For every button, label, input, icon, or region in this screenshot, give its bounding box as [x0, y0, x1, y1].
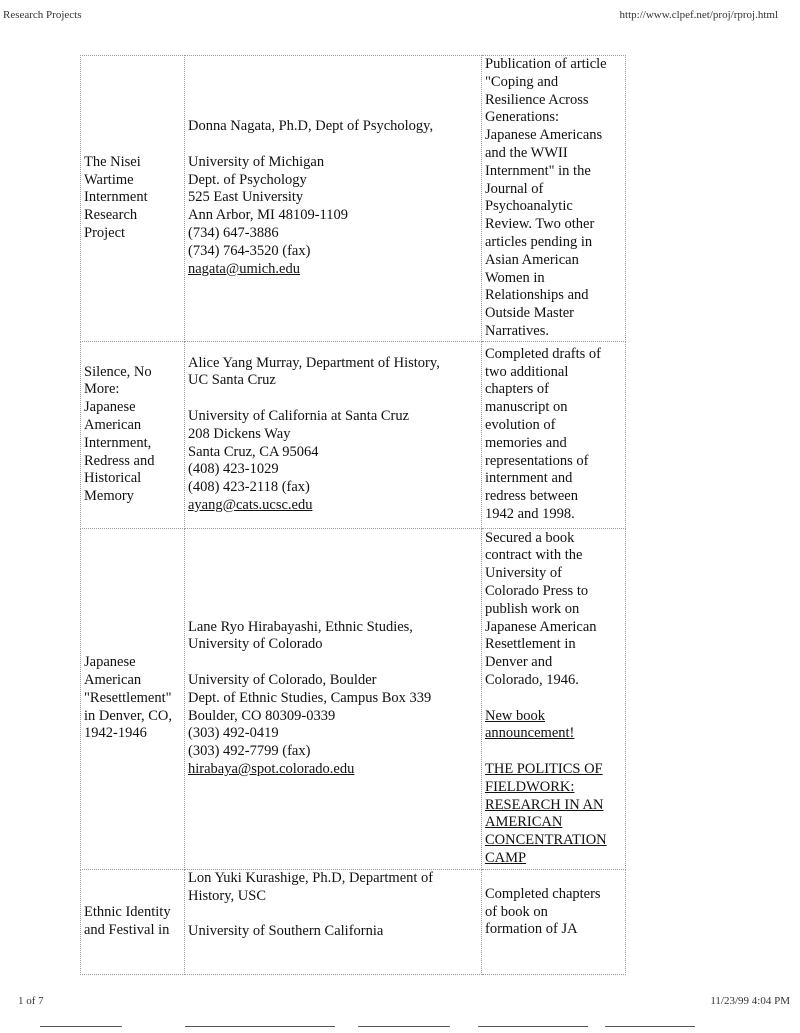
project-title-line: Research: [84, 207, 138, 224]
status-line: Secured a book: [485, 529, 575, 546]
status-line: Journal of: [485, 180, 544, 197]
contact-person: Donna Nagata, Ph.D, Dept of Psychology,: [188, 118, 434, 135]
project-title-line: in Denver, CO,: [84, 707, 173, 724]
project-title-line: Wartime: [84, 171, 134, 188]
contact-address-line: University of Southern California: [188, 923, 384, 940]
politics-of-fieldwork-link[interactable]: CONCENTRATION: [485, 832, 607, 849]
status-line: "Coping and: [485, 73, 559, 90]
project-title-line: Historical: [84, 470, 142, 487]
status-cell: [482, 528, 626, 869]
politics-of-fieldwork-link[interactable]: THE POLITICS OF: [485, 761, 603, 778]
project-title-cell: [81, 341, 185, 528]
contact-address-line: University of California at Santa Cruz: [188, 408, 410, 425]
project-title-line: 1942-1946: [84, 725, 147, 742]
table-row: [81, 528, 626, 869]
status-line: redress between: [485, 488, 578, 505]
page-bottom-rule: [0, 1026, 800, 1028]
status-cell: [482, 341, 626, 528]
page-header-title: Research Projects: [3, 9, 82, 21]
contact-fax: (303) 492-7799 (fax): [188, 743, 311, 760]
contact-phone: (303) 492-0419: [188, 725, 279, 742]
status-line: Outside Master: [485, 305, 574, 322]
page-number: 1 of 7: [18, 995, 44, 1007]
politics-of-fieldwork-link[interactable]: AMERICAN: [485, 814, 563, 831]
contact-cell: [185, 869, 482, 974]
contact-person: Lane Ryo Hirabayashi, Ethnic Studies,: [188, 618, 413, 635]
contact-fax: (408) 423-2118 (fax): [188, 479, 310, 496]
project-title-line: Internment,: [84, 434, 152, 451]
print-timestamp: 11/23/99 4:04 PM: [710, 995, 790, 1007]
table-row: [81, 869, 626, 974]
table-row: [81, 56, 626, 342]
status-line: Resettlement in: [485, 636, 576, 653]
contact-fax: (734) 764-3520 (fax): [188, 242, 311, 259]
project-title-line: American: [84, 416, 142, 433]
project-title-line: More:: [84, 381, 120, 398]
status-line: Japanese American: [485, 618, 597, 635]
status-line: Publication of article: [485, 56, 607, 72]
contact-cell: [185, 56, 482, 342]
status-line: manuscript on: [485, 399, 568, 416]
status-line: Asian American: [485, 251, 579, 268]
project-title-line: "Resettlement": [84, 689, 172, 706]
contact-cell: [185, 341, 482, 528]
table-row: [81, 341, 626, 528]
project-title-line: Silence, No: [84, 363, 152, 380]
contact-phone: (734) 647-3886: [188, 225, 279, 242]
status-line: 1942 and 1998.: [485, 505, 575, 522]
politics-of-fieldwork-link[interactable]: RESEARCH IN AN: [485, 796, 604, 813]
book-announcement-link[interactable]: New book: [485, 707, 546, 724]
status-line: Colorado, 1946.: [485, 672, 579, 689]
contact-address-line: Ann Arbor, MI 48109-1109: [188, 207, 348, 224]
status-line: contract with the: [485, 547, 583, 564]
contact-person: University of Colorado: [188, 636, 323, 653]
contact-person: UC Santa Cruz: [188, 372, 276, 389]
contact-email-link[interactable]: hirabaya@spot.colorado.edu: [188, 761, 355, 778]
status-line: Review. Two other: [485, 216, 595, 233]
contact-phone: (408) 423-1029: [188, 461, 279, 478]
status-line: Japanese Americans: [485, 127, 603, 144]
book-announcement-link[interactable]: announcement!: [485, 725, 575, 742]
status-line: Colorado Press to: [485, 583, 589, 600]
project-title-line: The Nisei: [84, 153, 141, 170]
contact-person: Alice Yang Murray, Department of History,: [188, 354, 440, 371]
contact-address-line: Dept. of Psychology: [188, 171, 307, 188]
contact-cell: [185, 528, 482, 869]
status-line: publish work on: [485, 600, 580, 617]
contact-address-line: University of Colorado, Boulder: [188, 672, 377, 689]
status-cell: [482, 869, 626, 974]
status-line: of book on: [485, 903, 548, 920]
status-line: representations of: [485, 452, 589, 469]
project-title-line: Project: [84, 225, 126, 242]
contact-address-line: Dept. of Ethnic Studies, Campus Box 339: [188, 689, 432, 706]
status-line: Resilience Across: [485, 91, 589, 108]
status-line: Narratives.: [485, 322, 550, 339]
contact-person: Lon Yuki Kurashige, Ph.D, Department of: [188, 869, 434, 886]
contact-person: History, USC: [188, 887, 267, 904]
status-line: Completed drafts of: [485, 345, 601, 362]
politics-of-fieldwork-link[interactable]: FIELDWORK:: [485, 778, 575, 795]
project-title-line: Japanese: [84, 654, 136, 671]
status-line: Internment" in the: [485, 162, 591, 179]
status-line: evolution of: [485, 416, 556, 433]
status-line: two additional: [485, 363, 569, 380]
project-title-line: Internment: [84, 189, 148, 206]
status-line: and the WWII: [485, 144, 568, 161]
project-title-line: Memory: [84, 488, 134, 505]
contact-email-link[interactable]: ayang@cats.ucsc.edu: [188, 497, 313, 514]
status-line: articles pending in: [485, 233, 593, 250]
contact-address-line: University of Michigan: [188, 153, 325, 170]
status-line: University of: [485, 565, 562, 582]
contact-address-line: 208 Dickens Way: [188, 425, 291, 442]
status-cell: [482, 56, 626, 342]
contact-address-line: Boulder, CO 80309-0339: [188, 707, 336, 724]
page-header-url: http://www.clpef.net/proj/rproj.html: [619, 9, 778, 21]
research-projects-table: [80, 55, 626, 975]
status-line: Generations:: [485, 109, 560, 126]
project-title-line: Japanese: [84, 399, 136, 416]
status-line: Psychoanalytic: [485, 198, 573, 215]
status-line: Denver and: [485, 654, 553, 671]
contact-email-link[interactable]: nagata@umich.edu: [188, 260, 300, 277]
status-line: internment and: [485, 470, 573, 487]
status-line: chapters of: [485, 381, 550, 398]
politics-of-fieldwork-link[interactable]: CAMP: [485, 850, 527, 867]
project-title-cell: [81, 56, 185, 342]
project-title-line: and Festival in: [84, 921, 170, 938]
contact-address-line: 525 East University: [188, 189, 304, 206]
project-title-line: Ethnic Identity: [84, 903, 171, 920]
project-title-line: Redress and: [84, 452, 155, 469]
status-line: memories and: [485, 434, 567, 451]
project-title-line: American: [84, 672, 142, 689]
status-line: Relationships and: [485, 287, 589, 304]
status-line: formation of JA: [485, 921, 578, 938]
status-line: Women in: [485, 269, 545, 286]
project-title-cell: [81, 869, 185, 974]
project-title-cell: [81, 528, 185, 869]
status-line: Completed chapters: [485, 885, 601, 902]
contact-address-line: Santa Cruz, CA 95064: [188, 443, 319, 460]
